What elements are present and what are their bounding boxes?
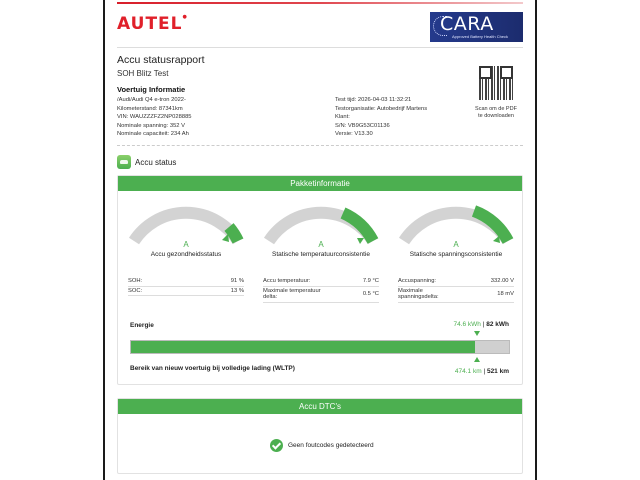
vehicle-info-title: Voertuig Informatie	[117, 85, 186, 94]
status-section-title: Accu status	[135, 158, 177, 167]
header-accent-line	[117, 2, 523, 4]
page-frame-right	[535, 0, 537, 480]
gauge-temperature: A Statische temperatuurconsistentie Accu temperatuur: 7.9 °C Maximale temperatuur delta: 0.5 °C	[257, 193, 385, 303]
vehicle-mileage: Kilometerstand: 87341km	[117, 105, 183, 112]
report-page	[105, 0, 535, 480]
divider-dotted	[117, 145, 523, 146]
vehicle-info-left	[117, 96, 192, 139]
dtc-status	[270, 439, 374, 452]
range-label: Bereik van nieuw voertuig bij volledige lading (WLTP)	[130, 365, 295, 372]
energy-value: 74.6 kWh | 82 kWh	[453, 321, 509, 328]
report-title: Accu statusrapport	[117, 54, 205, 66]
energy-label: Energie	[130, 322, 154, 329]
serial-number: S/N: VB9G53C01136	[335, 122, 390, 129]
range-value: 474.1 km | 521 km	[454, 368, 509, 375]
battery-car-icon	[117, 155, 131, 169]
autel-logo: AUTEL●	[117, 14, 188, 34]
vehicle-vin: VIN: WAUZZZFZ2NP028885	[117, 114, 192, 120]
energy-bar-fill	[131, 341, 475, 353]
report-subtitle: SOH Blitz Test	[117, 69, 169, 78]
vehicle-nominal-capacity: Nominale capaciteit: 234 Ah	[117, 131, 189, 137]
vehicle-model: /Audi/Audi Q4 e-tron 2022-	[117, 97, 186, 103]
check-circle-icon	[270, 439, 283, 452]
energy-marker-icon	[474, 331, 480, 336]
temperature-values: Accu temperatuur: 7.9 °C Maximale temperatuur delta: 0.5 °C	[263, 277, 379, 303]
health-values: SOH: 91 % SOC: 13 %	[128, 277, 244, 296]
vehicle-info-right	[335, 96, 427, 139]
test-time: Test tijd: 2026-04-03 11:32:21	[335, 97, 412, 103]
qr-caption: Scan om de PDF te downloaden	[475, 106, 517, 119]
gauge-voltage: A Statische spanningsconsistentie Accuspanning: 332.00 V Maximale spanningsdelta: 18 mV	[392, 193, 520, 303]
gauge-health: A Accu gezondheidsstatus SOH: 91 % SOC: 13 %	[122, 193, 250, 303]
pakket-panel	[117, 175, 523, 385]
pakket-header: Pakketinformatie	[118, 176, 522, 191]
test-organisation: Testorganisatie: Autobedrijf Martens	[335, 105, 428, 112]
customer: Klant:	[335, 114, 350, 120]
dtc-panel	[117, 398, 523, 474]
cara-logo: CARA Approved Battery Health Check	[430, 12, 523, 42]
range-marker-icon	[474, 357, 480, 362]
version: Versie: V13.30	[335, 131, 373, 137]
vehicle-nominal-voltage: Nominale spanning: 352 V	[117, 122, 185, 129]
dtc-header: Accu DTC's	[118, 399, 522, 414]
energy-bar	[130, 340, 510, 354]
divider	[117, 47, 523, 48]
voltage-values: Accuspanning: 332.00 V Maximale spanningsdelta: 18 mV	[398, 277, 514, 303]
dtc-message: Geen foutcodes gedetecteerd	[288, 442, 374, 449]
qr-code[interactable]	[479, 66, 513, 100]
